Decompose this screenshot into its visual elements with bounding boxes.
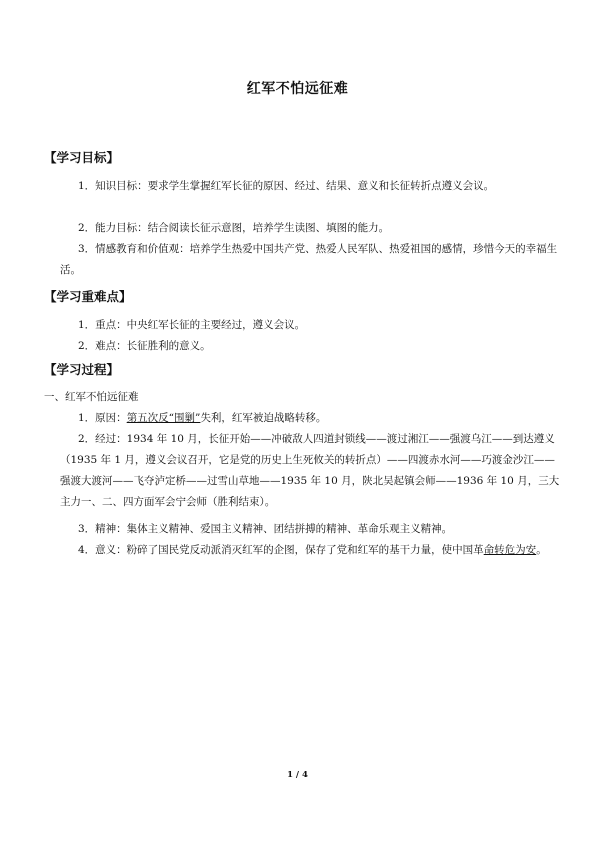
keypoint-item-2: 2．难点：长征胜利的意义。: [78, 340, 211, 352]
significance-suffix: 。: [536, 544, 547, 556]
page-title: 红军不怕远征难: [246, 81, 349, 97]
process-spirit: 3．精神：集体主义精神、爱国主义精神、团结拼搏的精神、革命乐观主义精神。: [78, 523, 453, 535]
keypoint-item-1: 1．重点：中央红军长征的主要经过，遵义会议。: [78, 319, 306, 331]
goal-item-2: 2．能力目标：结合阅读长征示意图，培养学生读图、填图的能力。: [78, 222, 390, 234]
significance-underlined: 命转危为安: [483, 544, 537, 556]
cause-prefix: 1．原因：: [78, 412, 127, 424]
section-heading-keypoints: 【学习重难点】: [44, 289, 132, 304]
process-journey: 2．经过：1934 年 10 月，长征开始——冲破敌人四道封锁线——渡过湘江——强渡乌江——到达遵义（1935 年 1 月，遵义会议召开，它是党的历史上生死攸关的转折点）——四渡赤水河——巧渡金沙江——强渡大渡河——飞夺泸定桥——过雪山草地——1935 年 10 月，陕北吴起镇会师——1936 年 10 月，三大主力一、二、四方面军会宁会师（胜利结束）。: [60, 433, 560, 508]
significance-prefix: 4．意义：粉碎了国民党反动派消灭红军的企图，保存了党和红军的基干力量，使中国革: [78, 544, 484, 556]
goal-item-1: 1．知识目标：要求学生掌握红军长征的原因、经过、结果、意义和长征转折点遵义会议。: [78, 180, 495, 192]
section-heading-goals: 【学习目标】: [44, 150, 120, 165]
goal-item-3: 3．情感教育和价值观：培养学生热爱中国共产党、热爱人民军队、热爱祖国的感情，珍惜今天的幸福生活。: [60, 243, 558, 276]
section-heading-process: 【学习过程】: [44, 362, 120, 377]
process-cause: [60, 408, 560, 429]
process-subheading: 一、红军不怕远征难: [44, 391, 139, 403]
page-number: 1 / 4: [287, 770, 308, 780]
cause-underlined: 第五次反“围剿”: [126, 412, 201, 424]
process-significance: [60, 540, 560, 561]
cause-suffix: 失利，红军被迫战略转移。: [200, 412, 327, 424]
